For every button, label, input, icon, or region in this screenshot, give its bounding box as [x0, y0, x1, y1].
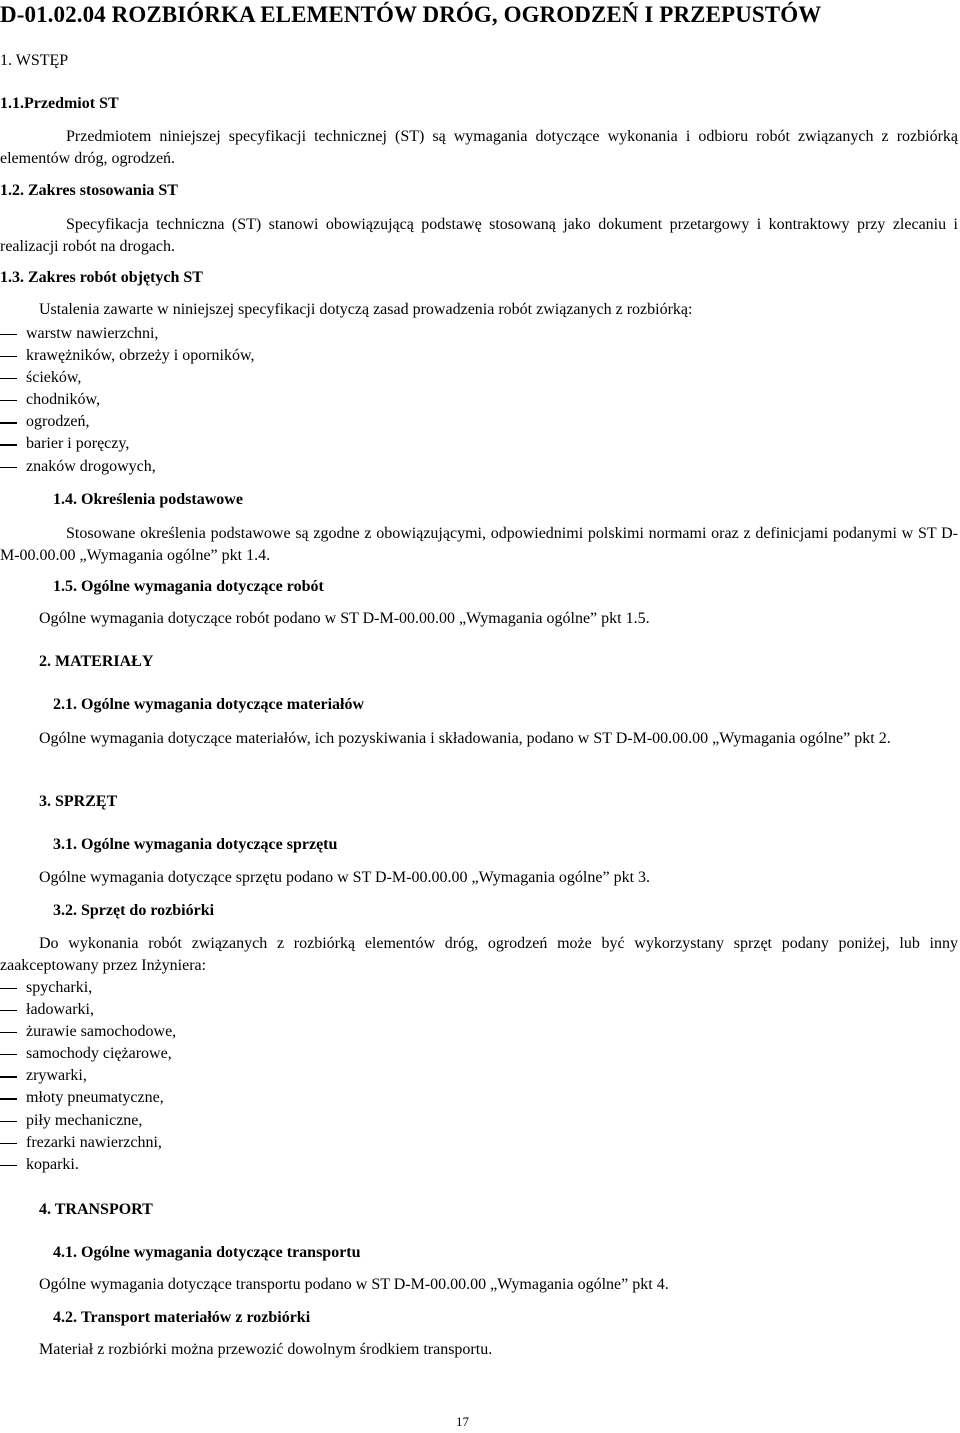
dash-icon	[0, 378, 17, 379]
subsection-number: 1.5.	[53, 578, 77, 595]
subsection-number: 1.4.	[53, 491, 77, 508]
dash-icon	[0, 1121, 17, 1122]
list-item-text: żurawie samochodowe,	[26, 1023, 177, 1041]
subsection-number: 4.2.	[53, 1309, 77, 1326]
list-item-text: spycharki,	[26, 979, 93, 996]
paragraph-2-1: Ogólne wymagania dotyczące materiałów, ich pozyskiwania i składowania, podano w ST D-M-00.00.00 „Wymagania ogólne” pkt 2.	[39, 730, 891, 747]
subsection-title: Ogólne wymagania dotyczące robót	[81, 578, 324, 595]
list-item	[0, 367, 255, 389]
list-item-text: młoty pneumatyczne,	[26, 1089, 164, 1107]
paragraph-1-1: Przedmiotem niniejszej specyfikacji technicznej (ST) są wymagania dotyczące wykonania i odbioru robót związanych z rozbiórką elementów dróg, ogrodzeń.	[0, 128, 958, 167]
subsection-heading-1-4	[53, 491, 243, 509]
section-heading-sprzet: 3. SPRZĘT	[39, 793, 118, 810]
subsection-number: 3.2.	[53, 902, 77, 919]
list-item	[0, 1087, 176, 1109]
dash-icon	[0, 422, 17, 423]
list-item	[0, 1021, 176, 1043]
list-item	[0, 345, 255, 367]
section-heading-wstep: 1. WSTĘP	[0, 52, 69, 69]
subsection-number: 1.2.	[0, 182, 24, 199]
subsection-title: Przedmiot ST	[24, 95, 119, 112]
list-item	[0, 1065, 176, 1087]
dash-icon	[0, 1165, 17, 1166]
list-item-text: ścieków,	[26, 369, 82, 387]
subsection-heading-4-2	[53, 1309, 310, 1327]
list-item-text: ogrodzeń,	[26, 413, 90, 431]
subsection-number: 1.3.	[0, 269, 24, 286]
subsection-title: Ogólne wymagania dotyczące materiałów	[81, 696, 365, 713]
list-item-text: piły mechaniczne,	[26, 1111, 143, 1129]
subsection-number: 2.1.	[53, 696, 77, 713]
dash-icon	[0, 400, 17, 401]
list-item-text: ładowarki,	[26, 1001, 94, 1019]
subsection-title: Zakres stosowania ST	[28, 182, 178, 199]
list-item-text: zrywarki,	[26, 1067, 87, 1085]
list-item-text: frezarki nawierzchni,	[26, 1133, 162, 1151]
dash-icon	[0, 1032, 17, 1033]
subsection-number: 3.1.	[53, 836, 77, 853]
dash-icon	[0, 444, 17, 445]
dash-icon	[0, 1143, 17, 1144]
paragraph-1-4: Stosowane określenia podstawowe są zgodne z obowiązującymi, odpowiednimi polskimi normami oraz z definicjami podanymi w ST D-M-00.00.00 „Wymagania ogólne” pkt 1.4.	[0, 525, 958, 564]
list-sprzet	[0, 977, 176, 1176]
list-item	[0, 1154, 176, 1176]
dash-icon	[0, 334, 17, 335]
dash-icon	[0, 1054, 17, 1055]
list-item	[0, 433, 255, 455]
paragraph-3-2-intro: Do wykonania robót związanych z rozbiórką elementów dróg, ogrodzeń może być wykorzystany sprzęt podany poniżej, lub inny zaakceptowany przez Inżyniera:	[0, 935, 958, 974]
paragraph-3-1: Ogólne wymagania dotyczące sprzętu podano w ST D-M-00.00.00 „Wymagania ogólne” pkt 3.	[39, 869, 651, 886]
dash-icon	[0, 988, 17, 989]
subsection-heading-2-1	[53, 696, 364, 714]
subsection-title: Ogólne wymagania dotyczące sprzętu	[81, 836, 338, 853]
subsection-heading-1-3	[0, 269, 203, 287]
subsection-heading-1-5	[53, 578, 324, 596]
list-item-text: krawężników, obrzeży i oporników,	[26, 347, 255, 365]
subsection-number: 1.1.	[0, 95, 24, 112]
dash-icon	[0, 1098, 17, 1099]
dash-icon	[0, 1010, 17, 1011]
list-item	[0, 977, 176, 999]
dash-icon	[0, 356, 17, 357]
paragraph-4-2: Materiał z rozbiórki można przewozić dowolnym środkiem transportu.	[39, 1341, 493, 1358]
list-item	[0, 411, 255, 433]
page-number: 17	[456, 1414, 469, 1429]
subsection-title: Ogólne wymagania dotyczące transportu	[81, 1244, 361, 1261]
list-item	[0, 1110, 176, 1132]
paragraph-1-2: Specyfikacja techniczna (ST) stanowi obowiązującą podstawę stosowaną jako dokument przetargowy i kontraktowy przy zlecaniu i realizacji robót na drogach.	[0, 216, 958, 255]
subsection-title: Określenia podstawowe	[81, 491, 243, 508]
paragraph-1-5: Ogólne wymagania dotyczące robót podano w ST D-M-00.00.00 „Wymagania ogólne” pkt 1.5.	[39, 610, 650, 627]
subsection-title: Transport materiałów z rozbiórki	[81, 1309, 311, 1326]
subsection-title: Sprzęt do rozbiórki	[81, 902, 215, 919]
list-rozbiorka-elements	[0, 323, 255, 478]
subsection-heading-1-2	[0, 182, 178, 200]
dash-icon	[0, 1076, 17, 1077]
section-heading-materialy: 2. MATERIAŁY	[39, 653, 154, 670]
subsection-heading-3-1	[53, 836, 337, 854]
list-item	[0, 389, 255, 411]
subsection-heading-4-1	[53, 1244, 361, 1262]
list-item-text: znaków drogowych,	[26, 457, 156, 475]
list-item-text: warstw nawierzchni,	[26, 325, 159, 342]
list-item	[0, 1132, 176, 1154]
list-item	[0, 1043, 176, 1065]
dash-icon	[0, 467, 17, 468]
document-title: D-01.02.04 ROZBIÓRKA ELEMENTÓW DRÓG, OGRODZEŃ I PRZEPUSTÓW	[0, 2, 822, 27]
subsection-title: Zakres robót objętych ST	[28, 269, 203, 286]
section-heading-transport: 4. TRANSPORT	[39, 1201, 153, 1218]
list-item-text: barier i poręczy,	[26, 435, 130, 453]
subsection-heading-1-1	[0, 95, 119, 113]
list-item	[0, 456, 255, 478]
paragraph-1-3-intro: Ustalenia zawarte w niniejszej specyfikacji dotyczą zasad prowadzenia robót związanych z rozbiórką:	[39, 301, 693, 318]
subsection-number: 4.1.	[53, 1244, 77, 1261]
list-item-text: chodników,	[26, 391, 101, 409]
list-item-text: koparki.	[26, 1155, 79, 1173]
subsection-heading-3-2	[53, 902, 214, 920]
list-item	[0, 323, 255, 345]
list-item-text: samochody ciężarowe,	[26, 1045, 172, 1063]
paragraph-4-1: Ogólne wymagania dotyczące transportu podano w ST D-M-00.00.00 „Wymagania ogólne” pkt 4.	[39, 1276, 669, 1293]
list-item	[0, 999, 176, 1021]
